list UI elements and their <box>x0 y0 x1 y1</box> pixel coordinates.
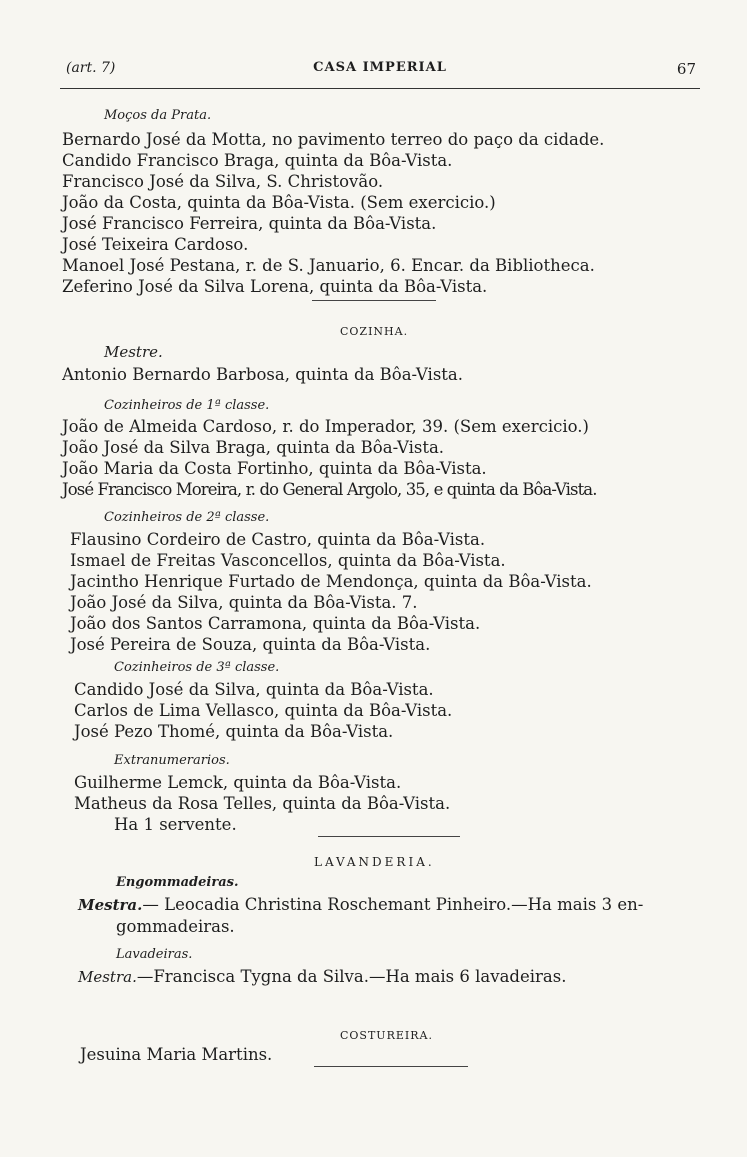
mocos-entry: Bernardo José da Motta, no pavimento terreo do paço da cidade. <box>62 130 605 149</box>
extranumerario-entry: Matheus da Rosa Telles, quinta da Bôa-Vista. <box>74 794 451 813</box>
engommadeiras-mestra <box>78 895 643 915</box>
header-title: CASA IMPERIAL <box>313 60 447 75</box>
cozinheiro-entry: João José da Silva, quinta da Bôa-Vista. 7. <box>70 593 418 612</box>
lavadeiras-mestra <box>78 967 566 987</box>
mestra-label: Mestra. <box>78 968 137 986</box>
section-rule <box>314 1066 468 1067</box>
cozinheiro-entry: João Maria da Costa Fortinho, quinta da Bôa-Vista. <box>62 459 487 478</box>
servente-note: Ha 1 servente. <box>114 815 237 834</box>
primeira-classe-label: Cozinheiros de 1ª classe. <box>104 398 270 413</box>
engommadeiras-text: — Leocadia Christina Roschemant Pinheiro.—Ha mais 3 en- <box>142 895 644 914</box>
cozinheiro-entry: José Pezo Thomé, quinta da Bôa-Vista. <box>74 722 394 741</box>
cozinheiro-entry: Ismael de Freitas Vasconcellos, quinta da Bôa-Vista. <box>70 551 506 570</box>
cozinheiro-entry: João dos Santos Carramona, quinta da Bôa-Vista. <box>70 614 481 633</box>
extranumerario-entry: Guilherme Lemck, quinta da Bôa-Vista. <box>74 773 402 792</box>
costureira-title: COSTUREIRA. <box>340 1029 433 1042</box>
cozinha-title: COZINHA. <box>340 325 409 338</box>
mocos-entry: José Francisco Ferreira, quinta da Bôa-Vista. <box>62 214 437 233</box>
cozinha-mestre: Antonio Bernardo Barbosa, quinta da Bôa-Vista. <box>62 365 464 384</box>
extranumerarios-label: Extranumerarios. <box>114 753 230 768</box>
terceira-classe-label: Cozinheiros de 3ª classe. <box>114 660 280 675</box>
lavadeiras-text: —Francisca Tygna da Silva.—Ha mais 6 lavadeiras. <box>136 967 567 986</box>
lavadeiras-label: Lavadeiras. <box>116 947 193 962</box>
running-header <box>60 60 700 84</box>
cozinha-mestre-label: Mestre. <box>104 343 163 361</box>
header-rule <box>60 88 700 89</box>
mocos-entry: Zeferino José da Silva Lorena, quinta da Bôa-Vista. <box>62 277 488 296</box>
mocos-label: Moços da Prata. <box>104 108 212 123</box>
mocos-entry: João da Costa, quinta da Bôa-Vista. (Sem exercicio.) <box>62 193 496 212</box>
cozinheiro-entry: Jacintho Henrique Furtado de Mendonça, quinta da Bôa-Vista. <box>70 572 592 591</box>
mocos-entry: Francisco José da Silva, S. Christovão. <box>62 172 384 191</box>
cozinheiro-entry: José Francisco Moreira, r. do General Argolo, 35, e quinta da Bôa-Vista. <box>62 480 597 499</box>
costureira-entry: Jesuina Maria Martins. <box>80 1045 273 1064</box>
header-article: (art. 7) <box>66 60 116 76</box>
cozinheiro-entry: João de Almeida Cardoso, r. do Imperador, 39. (Sem exercicio.) <box>62 417 589 436</box>
segunda-classe-label: Cozinheiros de 2ª classe. <box>104 510 270 525</box>
mocos-entry: José Teixeira Cardoso. <box>62 235 249 254</box>
section-rule <box>318 836 460 837</box>
section-rule <box>312 300 436 301</box>
cozinheiro-entry: Candido José da Silva, quinta da Bôa-Vista. <box>74 680 434 699</box>
cozinheiro-entry: Carlos de Lima Vellasco, quinta da Bôa-Vista. <box>74 701 453 720</box>
cozinheiro-entry: José Pereira de Souza, quinta da Bôa-Vista. <box>70 635 431 654</box>
mocos-entry: Manoel José Pestana, r. de S. Januario, 6. Encar. da Bibliotheca. <box>62 256 595 275</box>
cozinheiro-entry: João José da Silva Braga, quinta da Bôa-Vista. <box>62 438 445 457</box>
page-number: 67 <box>676 60 696 78</box>
mocos-entry: Candido Francisco Braga, quinta da Bôa-Vista. <box>62 151 453 170</box>
lavanderia-title: LAVANDERIA. <box>314 855 435 869</box>
engommadeiras-label: Engommadeiras. <box>116 875 239 890</box>
mestra-label: Mestra. <box>78 896 143 914</box>
cozinheiro-entry: Flausino Cordeiro de Castro, quinta da Bôa-Vista. <box>70 530 486 549</box>
engommadeiras-continuation: gommadeiras. <box>116 917 235 936</box>
